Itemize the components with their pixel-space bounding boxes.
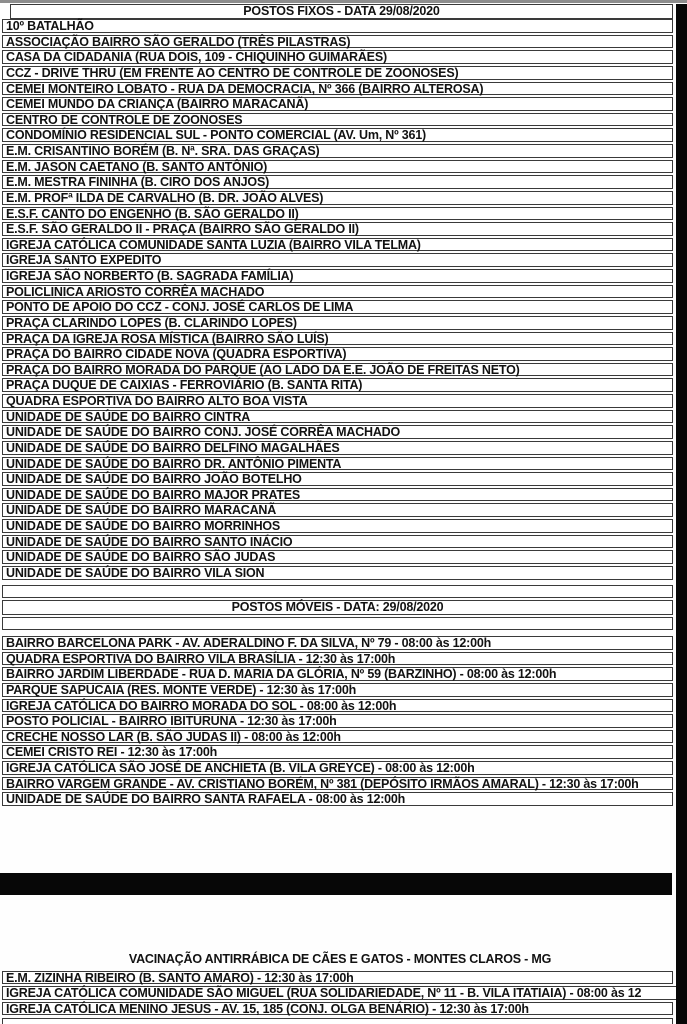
post-row: UNIDADE DE SAÚDE DO BAIRRO SANTO INÁCIO	[2, 535, 673, 549]
post-row: UNIDADE DE SAÚDE DO BAIRRO CINTRA	[2, 410, 673, 424]
post-row: CEMEI MONTEIRO LOBATO - RUA DA DEMOCRACIA, Nº 366 (BAIRRO ALTEROSA)	[2, 82, 673, 96]
post-row: QUADRA ESPORTIVA DO BAIRRO VILA BRASÍLIA - 12:30 às 17:00h	[2, 652, 673, 666]
post-row: CASA DA CIDADANIA (RUA DOIS, 109 - CHIQUINHO GUIMARÃES)	[2, 50, 673, 64]
post-row: CENTRO DE CONTROLE DE ZOONOSES	[2, 113, 673, 127]
post-row: ASSOCIAÇÃO BAIRRO SÃO GERALDO (TRÊS PILASTRAS)	[2, 35, 673, 49]
post-row: UNIDADE DE SAÚDE DO BAIRRO MAJOR PRATES	[2, 488, 673, 502]
post-row: IGREJA CATÓLICA MENINO JESUS - AV. 15, 185 (CONJ. OLGA BENÁRIO) - 12:30 às 17:00h	[2, 1002, 673, 1016]
section-title-mobile-posts: POSTOS MÓVEIS - DATA: 29/08/2020	[2, 600, 673, 616]
scan-redaction-bar-horizontal	[0, 873, 672, 895]
post-row: CCZ - DRIVE THRU (EM FRENTE AO CENTRO DE CONTROLE DE ZOONOSES)	[2, 66, 673, 80]
post-row: IGREJA CATÓLICA SÃO JOSÉ DE ANCHIETA (B. VILA GREYCE) - 08:00 às 12:00h	[2, 761, 673, 775]
post-row: PRAÇA DUQUE DE CAIXIAS - FERROVIÁRIO (B. SANTA RITA)	[2, 378, 673, 392]
post-row: IGREJA SANTO EXPEDITO	[2, 253, 673, 267]
post-row: BAIRRO BARCELONA PARK - AV. ADERALDINO F. DA SILVA, Nº 79 - 08:00 às 12:00h	[2, 636, 673, 650]
post-row: CONDOMÍNIO RESIDENCIAL SUL - PONTO COMERCIAL (AV. Um, Nº 361)	[2, 128, 673, 142]
post-row: UNIDADE DE SAÚDE DO BAIRRO SÃO JUDAS	[2, 550, 673, 564]
post-row: IGREJA CATÓLICA COMUNIDADE SANTA LUZIA (BAIRRO VILA TELMA)	[2, 238, 673, 252]
post-row: UNIDADE DE SAÚDE DO BAIRRO MARACANÃ	[2, 503, 673, 517]
post-row: POSTO POLICIAL - BAIRRO IBITURUNA - 12:30 às 17:00h	[2, 714, 673, 728]
post-row: 10º BATALHÃO	[2, 19, 673, 33]
fixed-posts-list	[2, 19, 673, 582]
post-row: PRAÇA DO BAIRRO CIDADE NOVA (QUADRA ESPORTIVA)	[2, 347, 673, 361]
post-row: UNIDADE DE SAÚDE DO BAIRRO CONJ. JOSÉ CORRÊA MACHADO	[2, 425, 673, 439]
post-row: E.M. MESTRA FININHA (B. CIRO DOS ANJOS)	[2, 175, 673, 189]
partial-empty-row	[2, 1018, 673, 1024]
post-row: E.M. ZIZINHA RIBEIRO (B. SANTO AMARO) - 12:30 às 17:00h	[2, 971, 673, 985]
mobile-posts-list	[2, 636, 673, 808]
post-row: BAIRRO JARDIM LIBERDADE - RUA D. MARIA DA GLÓRIA, Nº 59 (BARZINHO) - 08:00 às 12:00h	[2, 667, 673, 681]
post-row: UNIDADE DE SAÚDE DO BAIRRO DR. ANTÔNIO PIMENTA	[2, 457, 673, 471]
post-row: UNIDADE DE SAÚDE DO BAIRRO DELFINO MAGALHÃES	[2, 441, 673, 455]
post-row: E.M. JASON CAETANO (B. SANTO ANTÔNIO)	[2, 160, 673, 174]
post-row: UNIDADE DE SAÚDE DO BAIRRO VILA SION	[2, 566, 673, 580]
post-row: CEMEI CRISTO REI - 12:30 às 17:00h	[2, 745, 673, 759]
scan-redaction-bar-vertical	[676, 4, 687, 1024]
post-row: E.S.F. CANTO DO ENGENHO (B. SÃO GERALDO II)	[2, 207, 673, 221]
empty-row	[2, 617, 673, 630]
post-row: UNIDADE DE SAÚDE DO BAIRRO SANTA RAFAELA - 08:00 às 12:00h	[2, 792, 673, 806]
post-row: PRAÇA DA IGREJA ROSA MÍSTICA (BAIRRO SÃO LUÍS)	[2, 332, 673, 346]
post-row: PARQUE SAPUCAIA (RES. MONTE VERDE) - 12:30 às 17:00h	[2, 683, 673, 697]
section-title-campaign: VACINAÇÃO ANTIRRÁBICA DE CÃES E GATOS - MONTES CLAROS - MG	[128, 952, 552, 966]
post-row: IGREJA CATÓLICA COMUNIDADE SÃO MIGUEL (RUA SOLIDARIEDADE, Nº 11 - B. VILA ITATIAIA) - 08:00 às 12	[2, 986, 686, 1000]
post-row: IGREJA SÃO NORBERTO (B. SAGRADA FAMÍLIA)	[2, 269, 673, 283]
post-row: CEMEI MUNDO DA CRIANÇA (BAIRRO MARACANÃ)	[2, 97, 673, 111]
post-row: QUADRA ESPORTIVA DO BAIRRO ALTO BOA VISTA	[2, 394, 673, 408]
section-title-fixed-posts: POSTOS FIXOS - DATA 29/08/2020	[10, 4, 673, 20]
campaign-posts-list	[2, 971, 673, 1018]
post-row: IGREJA CATÓLICA DO BAIRRO MORADA DO SOL - 08:00 às 12:00h	[2, 699, 673, 713]
post-row: E.M. PROFª ILDA DE CARVALHO (B. DR. JOÃO ALVES)	[2, 191, 673, 205]
post-row: E.S.F. SÃO GERALDO II - PRAÇA (BAIRRO SÃO GERALDO II)	[2, 222, 673, 236]
post-row: PRAÇA CLARINDO LOPES (B. CLARINDO LOPES)	[2, 316, 673, 330]
post-row: CRECHE NOSSO LAR (B. SÃO JUDAS II) - 08:00 às 12:00h	[2, 730, 673, 744]
post-row: E.M. CRISANTINO BORÉM (B. Nª. SRA. DAS GRAÇAS)	[2, 144, 673, 158]
post-row: UNIDADE DE SAÚDE DO BAIRRO JOÃO BOTELHO	[2, 472, 673, 486]
post-row: POLICLINICA ARIOSTO CORRÊA MACHADO	[2, 285, 673, 299]
empty-row	[2, 585, 673, 598]
post-row: BAIRRO VARGEM GRANDE - AV. CRISTIANO BORÉM, Nº 381 (DEPÓSITO IRMÃOS AMARAL) - 12:30 às 17:00h	[2, 777, 673, 791]
post-row: UNIDADE DE SAÚDE DO BAIRRO MORRINHOS	[2, 519, 673, 533]
post-row: PRAÇA DO BAIRRO MORADA DO PARQUE (AO LADO DA E.E. JOÃO DE FREITAS NETO)	[2, 363, 673, 377]
post-row: PONTO DE APOIO DO CCZ - CONJ. JOSÉ CARLOS DE LIMA	[2, 300, 673, 314]
